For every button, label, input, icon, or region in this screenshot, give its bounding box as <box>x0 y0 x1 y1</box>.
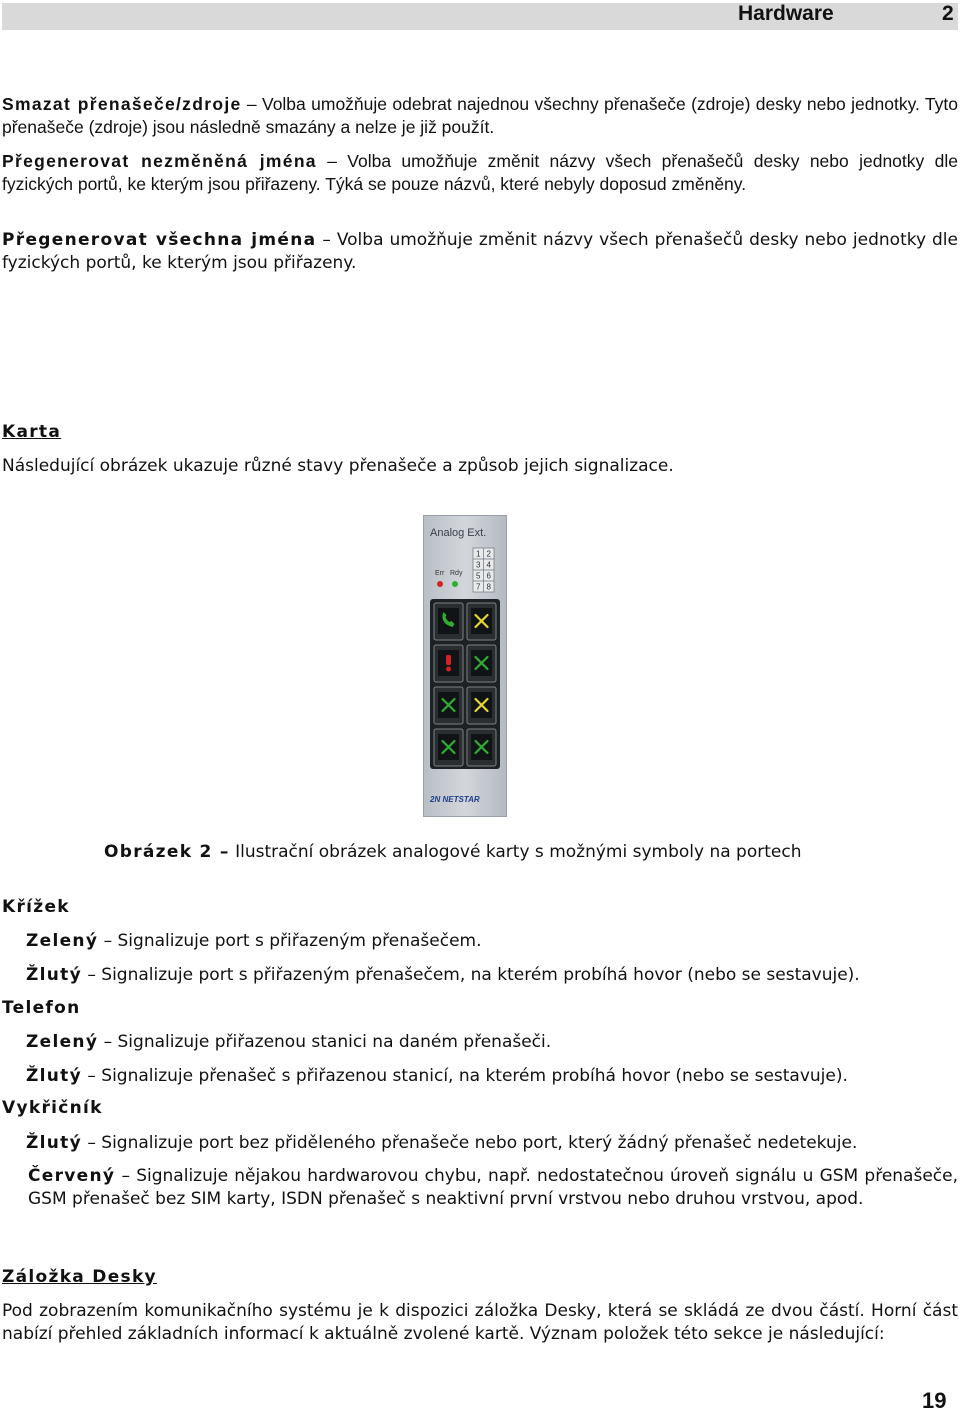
caption-text: Ilustrační obrázek analogové karty s možnými symboly na portech <box>235 842 802 862</box>
separator: – <box>316 151 348 171</box>
legend-heading-telefon: Telefon <box>2 998 81 1018</box>
legend-term: Žlutý <box>26 1066 82 1086</box>
port <box>467 645 496 682</box>
port <box>434 687 463 724</box>
legend-text: Signalizuje port s přiřazeným přenašečem. <box>117 931 482 951</box>
paragraph-pregenerovat-vsechna <box>2 229 958 275</box>
separator: – <box>241 94 262 114</box>
legend-term: Červený <box>28 1166 116 1186</box>
desky-text: Pod zobrazením komunikačního systému je k dispozici záložka Desky, která se skládá ze dvou částí. Horní část nabízí přehled základních informací k aktuálně zvolené kartě. Význam položek této sekce je následující: <box>2 1301 958 1344</box>
port <box>434 645 463 682</box>
port <box>467 603 496 640</box>
exclamation-icon <box>446 655 451 672</box>
paragraph-smazat <box>2 93 958 139</box>
separator: – <box>316 230 337 250</box>
legend-item: Žlutý – Signalizuje port s přiřazeným přenašečem, na kterém probíhá hovor (nebo se sestavuje). <box>26 965 860 985</box>
term: Smazat přenašeče/zdroje <box>2 94 242 114</box>
port <box>434 729 463 766</box>
page-number: 19 <box>922 1388 947 1413</box>
karta-intro: Následující obrázek ukazuje různé stavy přenašeče a způsob jejich signalizace. <box>2 456 674 476</box>
section-heading-desky: Záložka Desky <box>2 1267 157 1287</box>
legend-item: Žlutý – Signalizuje port bez přiděleného přenašeče nebo port, který žádný přenašeč nedetekuje. <box>26 1133 858 1153</box>
port-number-label: 2 <box>486 549 491 559</box>
port-number-label: 7 <box>476 582 481 592</box>
legend-item: Zelený – Signalizuje port s přiřazeným přenašečem. <box>26 931 482 951</box>
led-label-err: Err <box>435 570 445 577</box>
port-number-label: 5 <box>476 571 481 581</box>
section-heading-karta: Karta <box>2 422 62 442</box>
led-label-rdy: Rdy <box>450 570 463 577</box>
port <box>467 687 496 724</box>
legend-text: Signalizuje přenašeč s přiřazenou stanicí, na kterém probíhá hovor (nebo se sestavuje). <box>101 1066 848 1086</box>
legend-term: Žlutý <box>26 1133 82 1153</box>
legend-text: Signalizuje nějakou hardwarovou chybu, např. nedostatečnou úroveň signálu u GSM přenašeče, GSM přenašeč bez SIM karty, ISDN přenašeč s neaktivní první vrstvou nebo druhou vrstvou, apod. <box>28 1166 958 1209</box>
caption-label: Obrázek 2 – <box>104 842 230 862</box>
paragraph-text: Volba umožňuje změnit názvy všech přenašečů desky nebo jednotky dle fyzických portů, ke kterým jsou přiřazeny. <box>2 230 958 273</box>
port-number-label: 4 <box>486 560 491 570</box>
legend-item: Červený – Signalizuje nějakou hardwarovou chybu, např. nedostatečnou úroveň signálu u GSM přenašeče, GSM přenašeč bez SIM karty, ISDN přenašeč s neaktivní první vrstvou nebo druhou vrstvou, apod. <box>28 1166 958 1209</box>
legend-term: Zelený <box>26 931 99 951</box>
legend-term: Zelený <box>26 1032 99 1052</box>
legend-heading-vykricnik: Vykřičník <box>2 1098 103 1118</box>
legend-item: Zelený – Signalizuje přiřazenou stanici na daném přenašeči. <box>26 1032 552 1052</box>
port-number-grid <box>473 548 494 592</box>
paragraph-pregenerovat-nezmenena <box>2 150 958 196</box>
port <box>434 603 463 640</box>
legend-text: Signalizuje přiřazenou stanici na daném přenašeči. <box>117 1032 552 1052</box>
brand-logo: 2N NETSTAR <box>430 795 480 804</box>
analog-card-image <box>423 515 507 817</box>
header-title: Hardware <box>738 2 834 25</box>
port-number-label: 3 <box>476 560 481 570</box>
header-chapter-number: 2 <box>942 2 954 25</box>
figure-caption <box>104 842 801 862</box>
port-number-label: 1 <box>476 549 481 559</box>
legend-text: Signalizuje port s přiřazeným přenašečem, na kterém probíhá hovor (nebo se sestavuje). <box>101 965 860 985</box>
legend-item: Žlutý – Signalizuje přenašeč s přiřazenou stanicí, na kterém probíhá hovor (nebo se sestavuje). <box>26 1066 848 1086</box>
err-led-icon <box>437 581 443 587</box>
legend-text: Signalizuje port bez přiděleného přenašeče nebo port, který žádný přenašeč nedetekuje. <box>101 1133 858 1153</box>
card-title: Analog Ext. <box>430 527 487 539</box>
port-number-label: 8 <box>486 582 491 592</box>
paragraph-text: Volba umožňuje odebrat najednou všechny přenašeče (zdroje) desky nebo jednotky. Tyto přenašeče (zdroje) jsou následně smazány a nelze je již použít. <box>2 94 958 137</box>
legend-term: Žlutý <box>26 965 82 985</box>
legend-heading-krizek: Křížek <box>2 897 70 917</box>
rdy-led-icon <box>452 581 458 587</box>
term: Přegenerovat všechna jména <box>2 230 317 250</box>
port-number-label: 6 <box>486 571 491 581</box>
paragraph-text: Volba umožňuje změnit názvy všech přenašečů desky nebo jednotky dle fyzických portů, ke kterým jsou přiřazeny. Týká se pouze názvů, které nebyly doposud změněny. <box>2 151 958 194</box>
term: Přegenerovat nezměněná jména <box>2 151 317 171</box>
port <box>467 729 496 766</box>
ports-area <box>430 599 500 769</box>
